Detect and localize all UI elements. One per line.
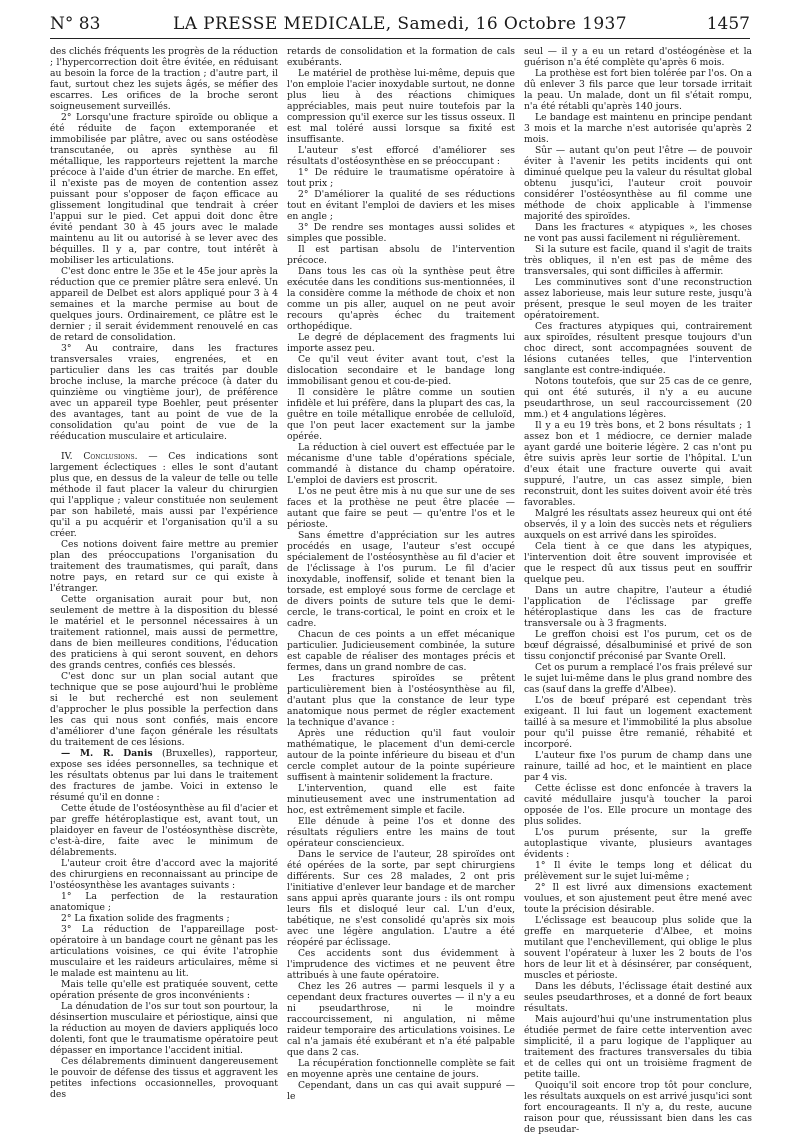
journal-title: LA PRESSE MEDICALE, Samedi, 16 Octobre 1937 — [173, 14, 627, 34]
paragraph: Elle dénude à peine l'os et donne des résultats réguliers entre les mains de tout opérateur consciencieux. — [287, 816, 515, 849]
paragraph: Mais telle qu'elle est pratiquée souvent, cette opération présente de gros inconvénients : — [50, 979, 278, 1001]
paragraph: retards de consolidation et la formation de cals exubérants. — [287, 46, 515, 68]
paragraph: seul — il y a eu un retard d'ostéogénèse et la guérison n'a été complète qu'après 6 mois. — [524, 46, 752, 68]
text-columns — [50, 46, 752, 1135]
column-3 — [524, 46, 752, 1135]
header-rule — [50, 38, 750, 39]
paragraph: Chez les 26 autres — parmi lesquels il y a cependant deux fractures ouvertes — il n'y a eu ni pseudarthrose, ni le moindre raccourcissement, ni angulation, ni même raideur temporaire des articulations voisines. Le cal n'a jamais été exubérant et n'a été palpable que dans 2 cas. — [287, 981, 515, 1058]
list-item: 3° La réduction de l'appareillage post-opératoire à un bandage court ne gênant pas les articulations voisines, ce qui évite l'atrophie musculaire et les raideurs articulaires, même si le malade est maintenu au lit. — [50, 924, 278, 979]
paragraph: L'os de bœuf préparé est cependant très exigeant. Il lui faut un logement exactement taillé à sa mesure et l'immobilité la plus absolue pour qu'il puisse être remanié, réhabité et incorporé. — [524, 695, 752, 750]
paragraph: Cet os purum a remplacé l'os frais prélevé sur le sujet lui-même dans le plus grand nombre des cas (sauf dans la greffe d'Albee). — [524, 662, 752, 695]
paragraph: Dans tous les cas où la synthèse peut être exécutée dans les conditions sus-mentionnées, il la considère comme la méthode de choix et non comme un pis aller, auquel on ne peut avoir recours qu'après échec du traitement orthopédique. — [287, 266, 515, 332]
paragraph: Cette organisation aurait pour but, non seulement de mettre à la disposition du blessé le matériel et le personnel nécessaires à un traitement rationnel, mais aussi de permettre, dans de bien meilleures conditions, l'éducation des praticiens à qui seront souvent, en dehors des grands centres, confiés ces blessés. — [50, 594, 278, 671]
paragraph: Le matériel de prothèse lui-même, depuis que l'on emploie l'acier inoxydable surtout, ne donne plus lieu à des réactions chimiques appréciables, mais peut nuire toutefois par la compression qu'il exerce sur les tissus osseux. Il est mal toléré aussi lorsque sa fixité est insuffisante. — [287, 68, 515, 145]
paragraph: Ces accidents sont dus évidemment à l'imprudence des victimes et ne peuvent être attribués à une faute opératoire. — [287, 948, 515, 981]
list-item: 1° La perfection de la restauration anatomique ; — [50, 891, 278, 913]
paragraph: Les comminutives sont d'une reconstruction assez laborieuse, mais leur suture reste, jusqu'à présent, presque le seul moyen de les traiter opératoirement. — [524, 277, 752, 321]
paragraph: Il est partisan absolu de l'intervention précoce. — [287, 244, 515, 266]
paragraph: Il considère le plâtre comme un soutien infidèle et lui préfère, dans la plupart des cas, la guêtre en toile métallique enrobée de celluloïd, que l'on peut lacer exactement sur la jambe opérée. — [287, 387, 515, 442]
paragraph: Il y a eu 19 très bons, et 2 bons résultats ; 1 assez bon et 1 médiocre, ce dernier malade ayant gardé une boiterie légère. 2 cas n'ont pu être suivis après leur sortie de l'hôpital. L'un d'eux était une fracture ouverte qui avait suppuré, l'autre, un cas assez simple, bien reconstruit, dont les suites doivent avoir été très favorables. — [524, 420, 752, 508]
paragraph: Chacun de ces points a un effet mécanique particulier. Judicieusement combinée, la suture est capable de réaliser des montages précis et fermes, dans un grand nombre de cas. — [287, 629, 515, 673]
paragraph: Le greffon choisi est l'os purum, cet os de bœuf dégraissé, désalbuminisé et privé de son tissu conjonctif préconisé par Svante Orell. — [524, 629, 752, 662]
paragraph: Le bandage est maintenu en principe pendant 3 mois et la marche n'est autorisée qu'après 2 mois. — [524, 112, 752, 145]
paragraph: Ces notions doivent faire mettre au premier plan des préoccupations l'organisation du traitement des traumatismes, qui paraît, dans notre pays, en retard sur ce qui existe à l'étranger. — [50, 539, 278, 594]
paragraph-danis — [50, 748, 278, 803]
paragraph: L'auteur croit être d'accord avec la majorité des chirurgiens en reconnaissant au principe de l'ostéosynthèse les avantages suivants : — [50, 858, 278, 891]
paragraph: Après une réduction qu'il faut vouloir mathématique, le placement d'un demi-cercle autour de la pointe inférieure du biseau et d'un cercle complet autour de la pointe supérieure suffisent à maintenir solidement la fracture. — [287, 728, 515, 783]
paragraph: Dans le service de l'auteur, 28 spiroïdes ont été opérées de la sorte, par sept chirurgiens différents. Sur ces 28 malades, 2 ont pris l'initiative d'enlever leur bandage et de marcher sans appui après quarante jours : ils ont rompu leurs fils et disloqué leur cal. L'un d'eux, tabétique, ne s'est consolidé qu'après six mois avec une légère angulation. L'autre a été réopéré par éclissage. — [287, 849, 515, 948]
paragraph: L'os purum présente, sur la greffe autoplastique vivante, plusieurs avantages évidents : — [524, 827, 752, 860]
paragraph: Cependant, dans un cas qui avait suppuré — le — [287, 1080, 515, 1102]
paragraph: L'intervention, quand elle est faite minutieusement avec une instrumentation ad hoc, est extrêmement simple et facile. — [287, 783, 515, 816]
page-number: 1457 — [706, 14, 750, 34]
paragraph: Ces délabrements diminuent dangereusement le pouvoir de défense des tissus et aggravent les petites infections occasionnelles, provoquant des — [50, 1056, 278, 1100]
paragraph: La récupération fonctionnelle complète se fait en moyenne après une centaine de jours. — [287, 1058, 515, 1080]
paragraph: C'est donc entre le 35e et le 45e jour après la réduction que ce premier plâtre sera enlevé. Un appareil de Delbet est alors appliqué pour 3 à 4 semaines et la marche permise au bout de quelques jours. Ordinairement, ce plâtre est le dernier ; il serait évidemment renouvelé en cas de retard de consolidation. — [50, 266, 278, 343]
paragraph-text: — Ces indications sont largement éclectiques : elles le sont d'autant plus que, en dessus de la valeur de telle ou telle méthode il faut placer la valeur du chirurgien qui l'applique ; valeur constituée non seulement par son habileté, mais aussi par l'expérience qu'il a pu acquérir et l'organisation qu'il a su créer. — [50, 451, 278, 539]
paragraph: Mais aujourd'hui qu'une instrumentation plus étudiée permet de faire cette intervention avec simplicité, il a paru logique de l'appliquer au traitement des fractures transversales du tibia et de celles qui ont un troisième fragment de petite taille. — [524, 1014, 752, 1080]
paragraph: Cette éclisse est donc enfoncée à travers la cavité médullaire jusqu'à toucher la paroi opposée de l'os. Elle procure un montage des plus solides. — [524, 783, 752, 827]
paragraph: Si la suture est facile, quand il s'agit de traits très obliques, il n'en est pas de même des transversales, qui sont difficiles à affermir. — [524, 244, 752, 277]
paragraph: Dans les fractures « atypiques », les choses ne vont pas aussi facilement ni régulièrement. — [524, 222, 752, 244]
paragraph: L'auteur fixe l'os purum de champ dans une rainure, taillé ad hoc, et le maintient en place par 4 vis. — [524, 750, 752, 783]
list-item: 1° Il évite le temps long et délicat du prélèvement sur le sujet lui-même ; — [524, 860, 752, 882]
paragraph: L'auteur s'est efforcé d'améliorer ses résultats d'ostéosynthèse en se préoccupant : — [287, 145, 515, 167]
paragraph: La réduction à ciel ouvert est effectuée par le mécanisme d'une table d'opérations spéciale, commandé à distance du champ opératoire. L'emploi de daviers est proscrit. — [287, 442, 515, 486]
list-item: 3° De rendre ses montages aussi solides et simples que possible. — [287, 222, 515, 244]
paragraph: Cette étude de l'ostéosynthèse au fil d'acier et par greffe hétéroplastique est, avant tout, un plaidoyer en faveur de l'ostéosynthèse discrète, c'est-à-dire, faite avec le minimum de délabrements. — [50, 803, 278, 858]
column-2 — [287, 46, 515, 1102]
paragraph: Sûr — autant qu'on peut l'être — de pouvoir éviter à l'avenir les petits incidents qui ont diminué quelque peu la valeur du résultat global obtenu jusqu'ici, l'auteur croit pouvoir considérer l'ostéosynthèse au fil comme une méthode de choix applicable à l'immense majorité des spiroïdes. — [524, 145, 752, 222]
paragraph-text: (Bruxelles), rapporteur, expose ses idées personnelles, sa technique et les résultats obtenus par lui dans le traitement des fractures de jambe. Voici in extenso le résumé qu'il en donne : — [50, 748, 279, 803]
speaker-name: — M. R. Danis — [61, 748, 153, 759]
paragraph: Le degré de déplacement des fragments lui importe assez peu. — [287, 332, 515, 354]
list-item: 1° De réduire le traumatisme opératoire à tout prix ; — [287, 167, 515, 189]
paragraph: La prothèse est fort bien tolérée par l'os. On a dû enlever 3 fils parce que leur torsade irritait la peau. Un malade, dont un fil s'était rompu, n'a été rétabli qu'après 140 jours. — [524, 68, 752, 112]
paragraph: 3° Au contraire, dans les fractures transversales vraies, engrenées, et en particulier dans les cas traités par double broche incluse, la marche précoce (à dater du quinzième ou vingtième jour), de préférence avec un appareil type Boehler, peut présenter des avantages, tant au point de vue de la consolidation qu'au point de vue de la rééducation musculaire et articulaire. — [50, 343, 278, 442]
paragraph: Quoiqu'il soit encore trop tôt pour conclure, les résultats auxquels on est arrivé jusqu'ici sont fort encourageants. Il n'y a, du reste, aucune raison pour que, réussissant bien dans les cas de pseudar- — [524, 1080, 752, 1135]
section-conclusions — [50, 451, 278, 539]
list-item: 2° La fixation solide des fragments ; — [61, 913, 230, 924]
paragraph: Dans un autre chapitre, l'auteur a étudié l'application de l'éclissage par greffe hétéroplastique dans les cas de fracture transversale ou à 3 fragments. — [524, 585, 752, 629]
paragraph: Ce qu'il veut éviter avant tout, c'est la dislocation secondaire et le bandage long immobilisant genou et cou-de-pied. — [287, 354, 515, 387]
page-header — [50, 14, 750, 36]
paragraph: Sans émettre d'appréciation sur les autres procédés en usage, l'auteur s'est occupé spécialement de l'ostéosynthèse au fil d'acier et de l'éclissage à l'os purum. Le fil d'acier inoxydable, inoffensif, solide et tenant bien la torsade, est employé sous forme de cerclage et de divers points de suture tels que le demi-cercle, le trans-cortical, le point en croix et le cadre. — [287, 530, 515, 629]
paragraph: Notons toutefois, que sur 25 cas de ce genre, qui ont été suturés, il n'y a eu aucune pseudarthrose, un seul raccourcissement (20 mm.) et 4 angulations légères. — [524, 376, 752, 420]
list-item: 2° D'améliorer la qualité de ses réductions tout en évitant l'emploi de daviers et les mises en angle ; — [287, 189, 515, 222]
paragraph: Cela tient à ce que dans les atypiques, l'intervention doit être souvent improvisée et que le respect dû aux tissus peut en souffrir quelque peu. — [524, 541, 752, 585]
column-1 — [50, 46, 279, 1100]
paragraph: L'éclissage est beaucoup plus solide que la greffe en marqueterie d'Albee, et moins mutilant que l'enchevillement, qui oblige le plus souvent l'opérateur à luxer les 2 bouts de l'os hors de leur lit et à désinsérer, par conséquent, muscles et périoste. — [524, 915, 752, 981]
list-item: 2° Il est livré aux dimensions exactement voulues, et son ajustement peut être mené avec toute la précision désirable. — [524, 882, 752, 915]
paragraph: des clichés fréquents les progrès de la réduction ; l'hypercorrection doit être évitée, en réduisant au besoin la force de la traction ; d'autre part, il faut, surtout chez les sujets âgés, se méfier des escarres. Les orifices de la broche seront soigneusement surveillés. — [50, 46, 278, 112]
paragraph: Dans les débuts, l'éclissage était destiné aux seules pseudarthroses, et a donné de fort beaux résultats. — [524, 981, 752, 1014]
paragraph: Les fractures spiroïdes se prêtent particulièrement bien à l'ostéosynthèse au fil, d'autant plus que la constance de leur type anatomique nous permet de régler exactement la technique d'avance : — [287, 673, 515, 728]
paragraph: Ces fractures atypiques qui, contrairement aux spiroïdes, résultent presque toujours d'un choc direct, sont accompagnées souvent de lésions cutanées telles, que l'intervention sanglante est contre-indiquée. — [524, 321, 752, 376]
paragraph: La dénudation de l'os sur tout son pourtour, la désinsertion musculaire et périostique, ainsi que la réduction au moyen de daviers appliqués loco dolenti, font que le traumatisme opératoire peut dépasser en importance l'accident initial. — [50, 1001, 278, 1056]
paragraph: L'os ne peut être mis à nu que sur une de ses faces et la prothèse ne peut être placée — autant que faire se peut — qu'entre l'os et le périoste. — [287, 486, 515, 530]
paragraph: 2° Lorsqu'une fracture spiroïde ou oblique a été réduite de façon extemporanée et immobilisée par plâtre, avec ou sans ostéodèse transcutanée, ou après synthèse au fil métallique, les rapporteurs rejettent la marche précoce à l'aide d'un étrier de marche. En effet, il n'existe pas de moyen de contention assez puissant pour s'opposer de façon efficace au glissement longitudinal que tendrait à créer l'appui sur le pied. Cet appui doit donc être évité pendant 30 à 45 jours avec le malade maintenu au lit ou autorisé à se lever avec des béquilles. Il y a, par contre, tout intérêt à mobiliser les articulations. — [50, 112, 278, 266]
issue-number: N° 83 — [50, 14, 101, 34]
paragraph: Malgré les résultats assez heureux qui ont été observés, il y a loin des succès nets et réguliers auxquels on est arrivé dans les spiroïdes. — [524, 508, 752, 541]
paragraph: C'est donc sur un plan social autant que technique que se pose aujourd'hui le problème si le but recherché est non seulement d'approcher le plus possible la perfection dans les cas qui nous sont confiés, mais encore d'améliorer d'une façon générale les résultats du traitement de ces lésions. — [50, 671, 278, 748]
section-heading: IV. Conclusions. — [61, 451, 138, 462]
